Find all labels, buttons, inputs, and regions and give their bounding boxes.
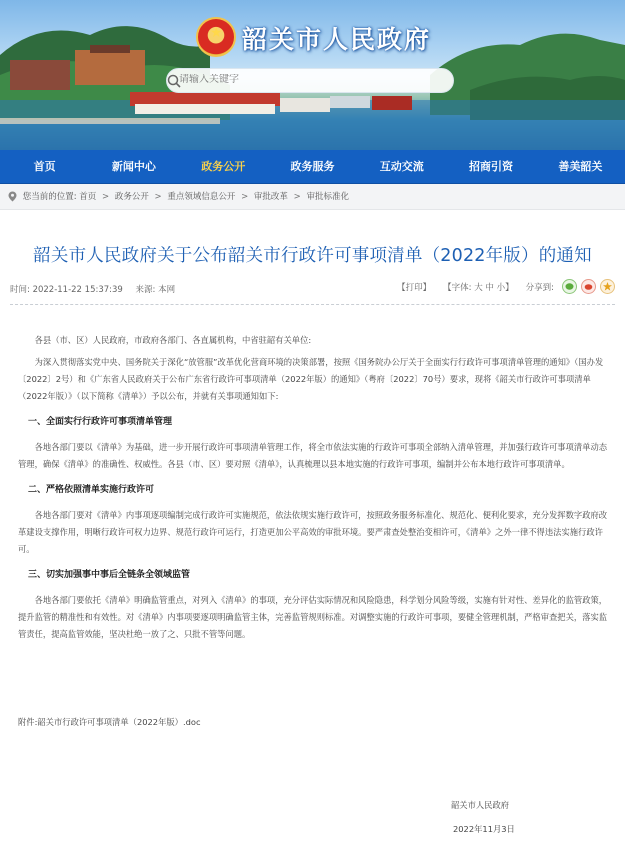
article-body [18, 332, 608, 649]
breadcrumb-separator: > [241, 192, 249, 202]
section-heading: 一、全面实行行政许可事项清单管理 [28, 417, 173, 427]
header-banner [0, 0, 625, 150]
breadcrumb-item[interactable]: 审批改革 [253, 192, 288, 202]
breadcrumb-item[interactable]: 重点领域信息公开 [167, 192, 236, 202]
signature-date: 2022年11月3日 [453, 824, 515, 834]
search-icon[interactable] [167, 74, 181, 88]
nav-interaction[interactable]: 互动交流 [379, 160, 424, 173]
print-link[interactable]: 【打印】 [397, 282, 432, 293]
national-emblem-icon [196, 17, 236, 57]
qzone-share-icon[interactable] [600, 279, 615, 294]
salutation: 各县（市、区）人民政府，市政府各部门、各直属机构，中省驻韶有关单位: [34, 335, 312, 345]
search-box[interactable] [166, 68, 454, 93]
article-title: 韶关市人民政府关于公布韶关市行政许可事项清单（2022年版）的通知 [33, 246, 592, 266]
font-size-switch[interactable]: 【字体: 大 中 小】 [443, 282, 514, 293]
breadcrumb-item[interactable]: 首页 [79, 192, 97, 202]
breadcrumb-separator: > [293, 192, 301, 202]
breadcrumb-item[interactable]: 政务公开 [114, 192, 149, 202]
section-paragraph: 各地各部门要对《清单》内事项逐项编制完成行政许可实施规范，依法依规实施行政许可，按照政务服务标准化、规范化、便利化要求，充分发挥数字政府改革建设支撑作用，明晰行政许可权力边界、规范行政许可运行，打造更加公平高效的审批环境。要严肃查处整治变相许可，《清单》之外一律不得违法实施行政许可。 [18, 510, 608, 554]
article-source: 来源: 本网 [135, 285, 176, 295]
nav-gov-services[interactable]: 政务服务 [290, 160, 335, 173]
breadcrumb [0, 184, 625, 210]
nav-home[interactable]: 首页 [33, 160, 56, 173]
section-heading: 三、切实加强事中事后全链条全领域监管 [28, 570, 191, 580]
intro-paragraph: 为深入贯彻落实党中央、国务院关于深化“放管服”改革优化营商环境的决策部署，按照《国务院办公厅关于全面实行行政许可事项清单管理的通知》（国办发〔2022〕2号）和《广东省人民政府关于公布广东省行政许可事项清单（2022年版）的通知》（粤府〔2022〕70号）要求，现将《韶关市行政许可事项清单（2022年版）》（以下简称《清单》）予以公布，并就有关事项通知如下: [18, 357, 604, 401]
weibo-share-icon[interactable] [581, 279, 596, 294]
location-pin-icon [8, 191, 17, 202]
nav-news[interactable]: 新闻中心 [111, 160, 156, 173]
main-nav [0, 150, 625, 184]
site-title: 韶关市人民政府 [242, 25, 432, 54]
share-label: 分享到: [525, 282, 554, 293]
breadcrumb-separator: > [154, 192, 162, 202]
nav-shaoguan[interactable]: 善美韶关 [558, 160, 603, 173]
wechat-share-icon[interactable] [562, 279, 577, 294]
section-2 [18, 482, 608, 558]
breadcrumb-prefix: 您当前的位置: [22, 192, 77, 202]
article-meta [10, 283, 615, 305]
section-paragraph: 各地各部门要依托《清单》明确监管重点，对列入《清单》的事项，充分评估实际情况和风险隐患，科学划分风险等级，实施有针对性、差异化的监管政策，提升监管的精准性和有效性。对《清单》内事项要逐项明确监管主体，完善监管规则标准。对调整实施的行政许可事项，要健全管理机制，严格审查把关，落实监管责任，提高监管效能，坚决杜绝一放了之、只批不管等问题。 [18, 595, 608, 639]
nav-gov-affairs[interactable]: 政务公开 [201, 160, 246, 173]
section-heading: 二、严格依照清单实施行政许可 [28, 485, 155, 495]
attachment-link[interactable]: 附件:韶关市行政许可事项清单（2022年版）.doc [18, 717, 201, 727]
breadcrumb-item[interactable]: 审批标准化 [306, 192, 349, 202]
section-3 [18, 567, 608, 643]
publish-time: 时间: 2022-11-22 15:37:39 [10, 285, 123, 295]
breadcrumb-separator: > [102, 192, 110, 202]
nav-investment[interactable]: 招商引资 [469, 160, 514, 173]
section-paragraph: 各地各部门要以《清单》为基础，进一步开展行政许可事项清单管理工作，将全市依法实施的行政许可事项全部纳入清单管理，并加强行政许可事项清单动态管理，确保《清单》的准确性、权威性。各县（市、区）要对照《清单》，认真梳理以县本地实施的行政许可事项，编制并公布本地行政许可事项清单。 [18, 442, 608, 469]
search-input[interactable] [179, 74, 419, 85]
section-1 [18, 414, 608, 473]
signature: 韶关市人民政府 [451, 800, 510, 810]
